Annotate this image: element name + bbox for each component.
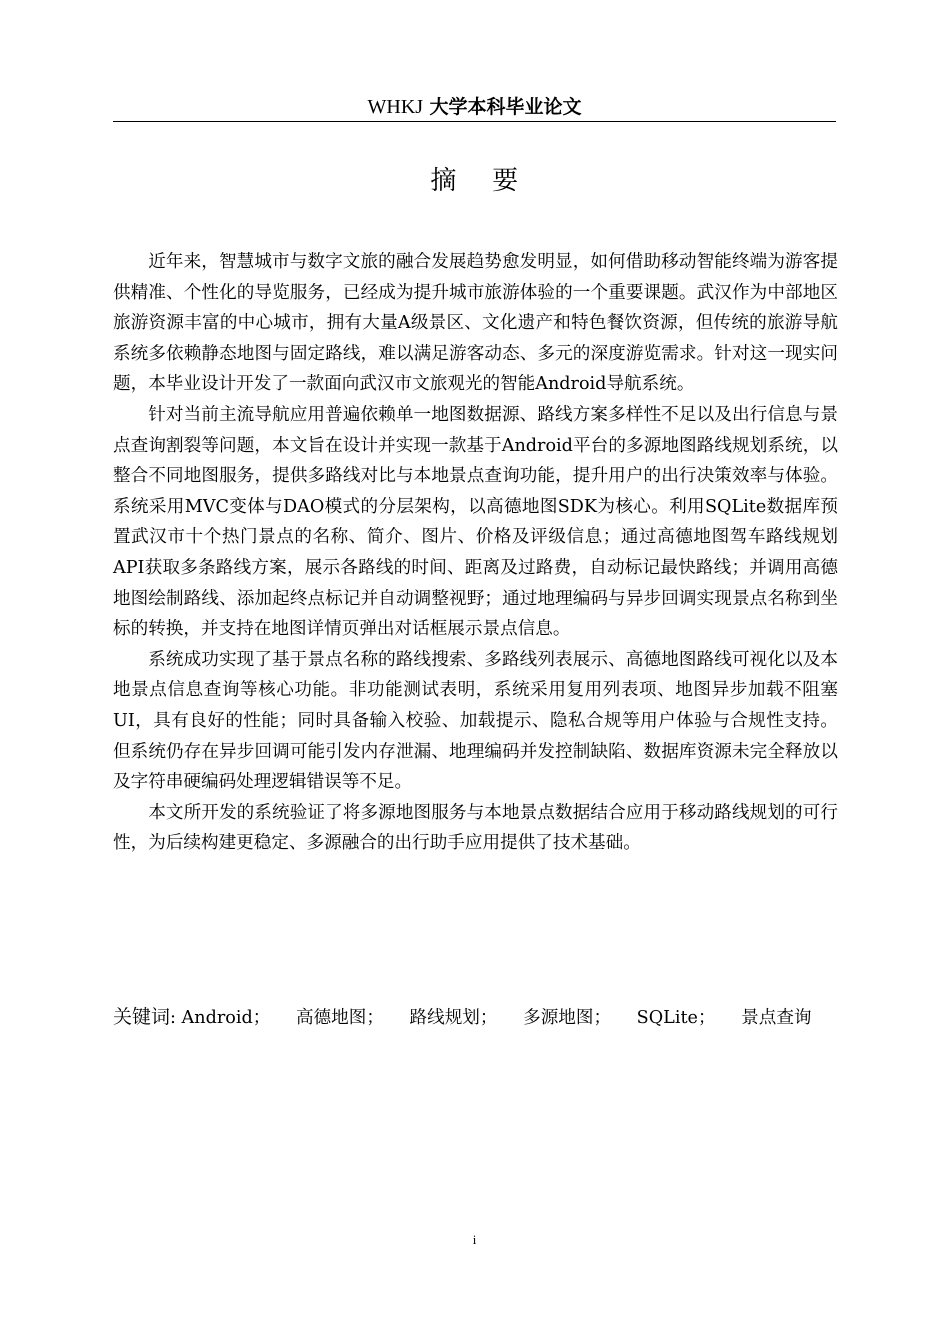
abstract-paragraph-3: 系统成功实现了基于景点名称的路线搜索、多路线列表展示、高德地图路线可视化以及本地景点信息查询等核心功能。非功能测试表明，系统采用复用列表项、地图异步加载不阻塞UI，具有良好的性能；同时具备输入校验、加载提示、隐私合规等用户体验与合规性支持。但系统仍存在异步回调可能引发内存泄漏、地理编码并发控制缺陷、数据库资源未完全释放以及字符串硬编码处理逻辑错误等不足。 [113, 649, 838, 793]
abstract-title: 摘 要 [430, 166, 519, 196]
keywords-line [113, 1002, 838, 1033]
abstract-paragraph-2: 针对当前主流导航应用普遍依赖单一地图数据源、路线方案多样性不足以及出行信息与景点查询割裂等问题，本文旨在设计并实现一款基于Android平台的多源地图路线规划系统，以整合不同地图服务，提供多路线对比与本地景点查询功能，提升用户的出行决策效率与体验。系统采用MVC变体与DAO模式的分层架构，以高德地图SDK为核心。利用SQLite数据库预置武汉市十个热门景点的名称、简介、图片、价格及评级信息；通过高德地图驾车路线规划 API获取多条路线方案，展示各路线的时间、距离及过路费，自动标记最快路线；并调用高德地图绘制路线、添加起终点标记并自动调整视野；通过地理编码与异步回调实现景点名称到坐标的转换，并支持在地图详情页弹出对话框展示景点信息。 [113, 404, 838, 640]
keyword-item: Android； [181, 1008, 271, 1028]
keywords-label: 关键词 [113, 1006, 171, 1028]
header-rule [113, 121, 836, 122]
abstract-body [113, 247, 838, 859]
keyword-item: 多源地图； [523, 1008, 612, 1028]
page-number: i [472, 1232, 477, 1247]
keyword-item: SQLite； [636, 1008, 716, 1028]
abstract-paragraph-1: 近年来，智慧城市与数字文旅的融合发展趋势愈发明显，如何借助移动智能终端为游客提供精准、个性化的导览服务，已经成为提升城市旅游体验的一个重要课题。武汉作为中部地区旅游资源丰富的中心城市，拥有大量A级景区、文化遗产和特色餐饮资源，但传统的旅游导航系统多依赖静态地图与固定路线，难以满足游客动态、多元的深度游览需求。针对这一现实问题，本毕业设计开发了一款面向武汉市文旅观光的智能Android导航系统。 [113, 252, 838, 395]
running-header [113, 94, 836, 119]
keyword-item: 路线规划； [409, 1008, 498, 1028]
keyword-item: 高德地图； [295, 1008, 384, 1028]
keyword-item: 景点查询 [741, 1008, 812, 1028]
header-title: 大学本科毕业论文 [429, 96, 582, 118]
abstract-paragraph-4: 本文所开发的系统验证了将多源地图服务与本地景点数据结合应用于移动路线规划的可行性，为后续构建更稳定、多源融合的出行助手应用提供了技术基础。 [113, 802, 838, 854]
header-code: WHKJ [367, 96, 424, 118]
keywords-separator: : [170, 1008, 176, 1028]
